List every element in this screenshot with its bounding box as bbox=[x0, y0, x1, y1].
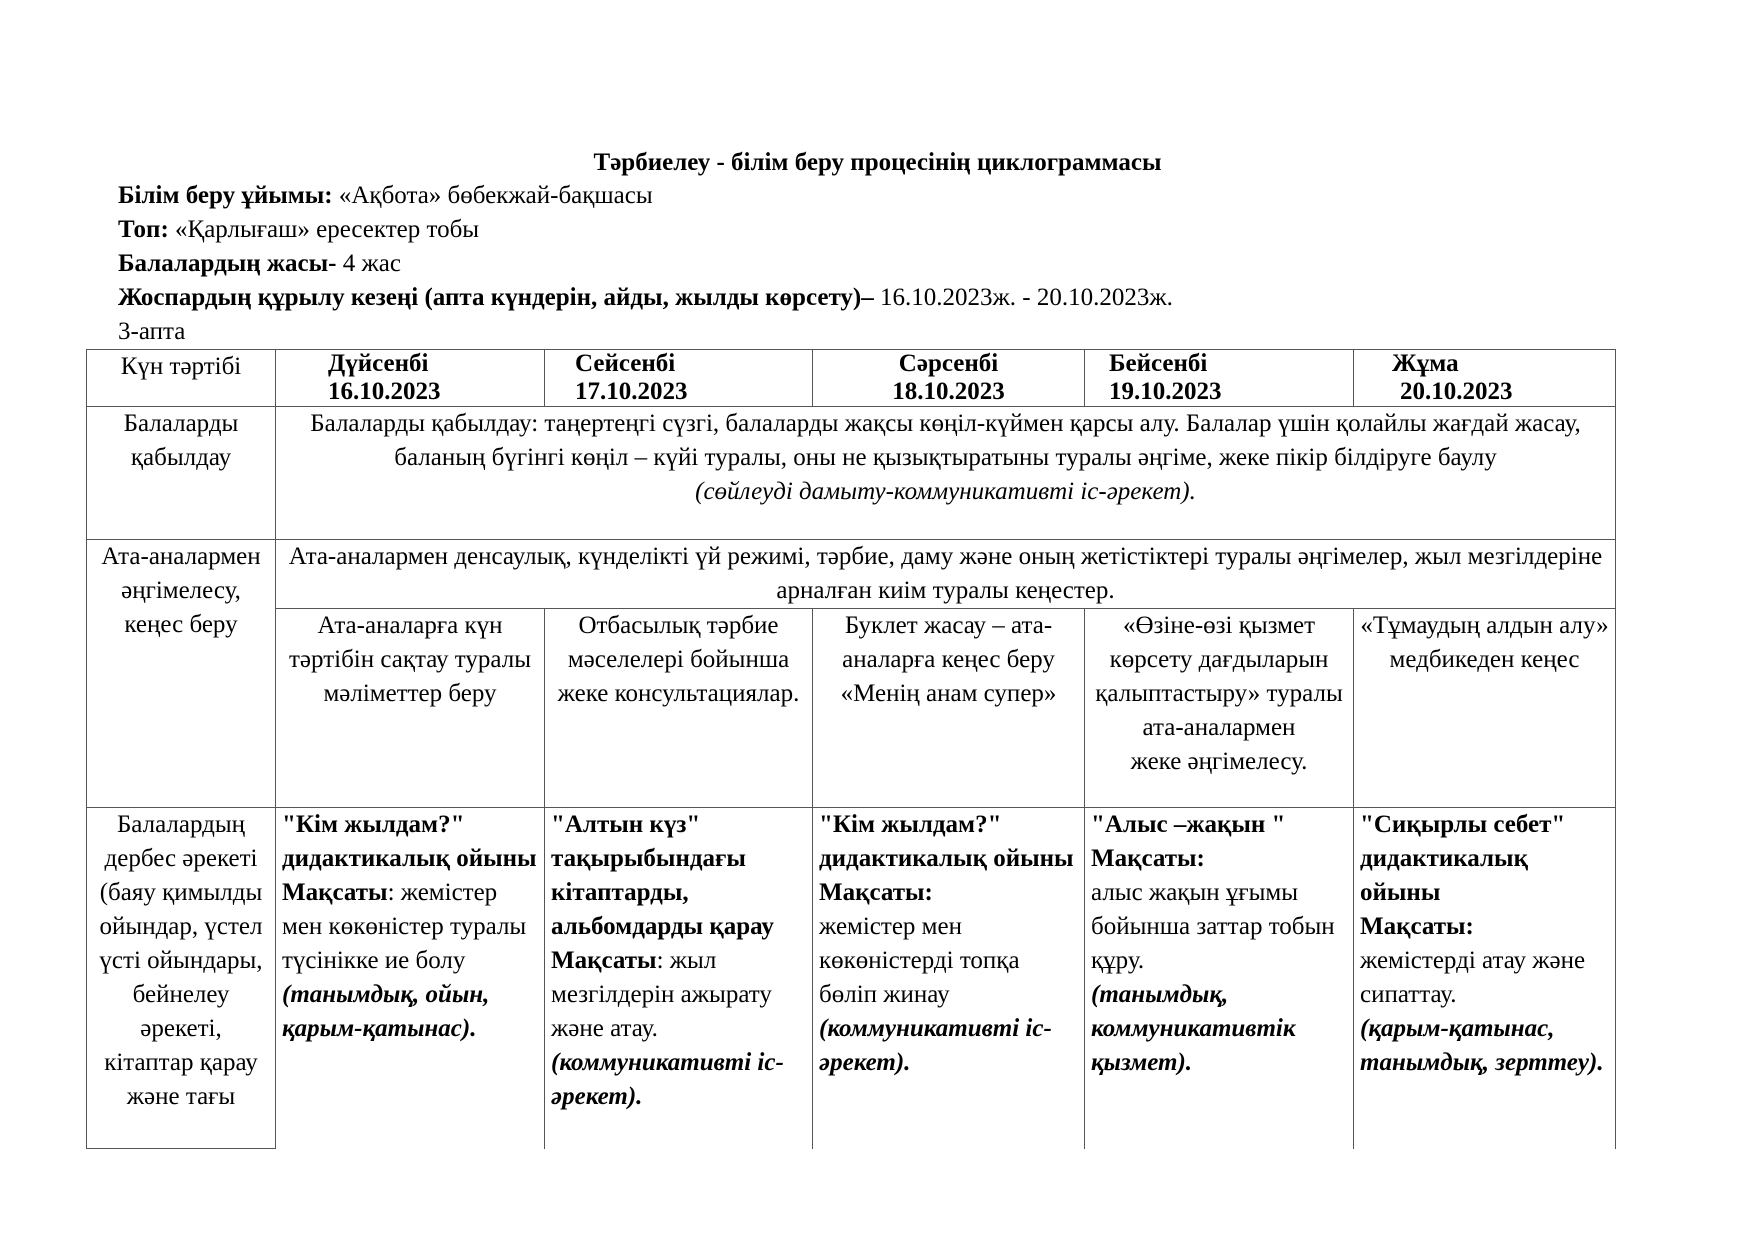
activity-tags: (қарым-қатынас, танымдық, зерттеу). bbox=[1360, 1015, 1604, 1076]
org-label: Білім беру ұйымы: bbox=[118, 182, 333, 209]
activity-title: "Алыс –жақын " bbox=[1091, 811, 1286, 838]
activity-label: Балалардың дербес әрекеті (баяу қимылды ойындар, үстел үсті ойындары, бейнелеу әрекеті, кітаптар қарау және тағы bbox=[87, 808, 276, 1149]
goal-label: Мақсаты: bbox=[1091, 845, 1205, 872]
header-schedule: Күн тәртібі bbox=[87, 350, 276, 407]
reception-note: (сөйлеуді дамыту-коммуникативті іс-әрекет). bbox=[695, 478, 1196, 505]
activity-tags: (танымдық, коммуникативтік қызмет). bbox=[1091, 981, 1296, 1076]
goal-text: жемістерді атау және сипаттау. bbox=[1360, 947, 1586, 1008]
day-name: Сәрсенбі bbox=[898, 350, 999, 377]
goal-text: алыс жақын ұғымы бойынша заттар тобын құру. bbox=[1091, 879, 1335, 974]
parents-cell-monday: Ата-аналарға күн тәртібін сақтау туралы мәліметтер беру bbox=[276, 609, 545, 808]
document-title: Тәрбиелеу - білім беру процесінің циклограммасы bbox=[593, 149, 1162, 176]
parents-cell-friday: «Тұмаудың алдын алу» медбикеден кеңес bbox=[1354, 609, 1616, 808]
header-day-tuesday bbox=[545, 350, 813, 407]
header-day-monday bbox=[276, 350, 545, 407]
age-line bbox=[118, 249, 401, 279]
reception-label: Балаларды қабылдау bbox=[87, 407, 276, 540]
parents-cell-thursday: «Өзіне-өзі қызмет көрсету дағдыларын қалыптастыру» туралы ата-аналармен жеке әңгімелесу. bbox=[1085, 609, 1354, 808]
org-value: «Ақбота» бөбекжай-бақшасы bbox=[332, 182, 653, 209]
day-date: 19.10.2023 bbox=[1109, 378, 1222, 405]
activity-row bbox=[87, 808, 1616, 1149]
group-label: Топ: bbox=[118, 216, 169, 243]
org-line bbox=[118, 181, 653, 211]
header-day-thursday bbox=[1085, 350, 1354, 407]
activity-cell-tuesday bbox=[545, 808, 813, 1149]
day-date: 16.10.2023 bbox=[328, 378, 441, 405]
header-row bbox=[87, 350, 1616, 407]
day-date: 17.10.2023 bbox=[575, 378, 688, 405]
cyclogram-table bbox=[86, 349, 1616, 1149]
activity-tags: (танымдық, ойын, қарым-қатынас). bbox=[282, 981, 490, 1042]
day-name: Жұма bbox=[1392, 350, 1459, 377]
activity-cell-thursday bbox=[1085, 808, 1354, 1149]
day-date: 18.10.2023 bbox=[892, 378, 1005, 405]
activity-title: "Сиқырлы себет" дидактикалық ойыны bbox=[1360, 811, 1566, 906]
reception-text: Балаларды қабылдау: таңертеңгі сүзгі, балаларды жақсы көңіл-күймен қарсы алу. Балалар үшін қолайлы жағдай жасау, баланың бүгінгі көңіл – күйі туралы, оны не қызықтыратыны туралы әңгіме, жеке пікір білдіруге баулу bbox=[310, 410, 1581, 471]
parents-days-row bbox=[87, 609, 1616, 808]
reception-cell bbox=[276, 407, 1616, 540]
group-value: «Қарлығаш» ересектер тобы bbox=[168, 216, 480, 243]
activity-cell-friday bbox=[1354, 808, 1616, 1149]
period-value: 16.10.2023ж. - 20.10.2023ж. bbox=[873, 284, 1173, 311]
goal-label: Мақсаты bbox=[551, 947, 657, 974]
reception-row bbox=[87, 407, 1616, 540]
group-line bbox=[118, 215, 479, 245]
goal-label: Мақсаты bbox=[282, 879, 388, 906]
activity-cell-monday bbox=[276, 808, 545, 1149]
activity-cell-wednesday bbox=[813, 808, 1085, 1149]
goal-text: : жыл мезгілдерін ажырату және атау. bbox=[551, 947, 772, 1042]
parents-cell-tuesday: Отбасылық тәрбие мәселелері бойынша жеке консультациялар. bbox=[545, 609, 813, 808]
header-day-friday bbox=[1354, 350, 1616, 407]
activity-title: "Кім жылдам?" дидактикалық ойыны bbox=[819, 811, 1074, 872]
activity-tags: (коммуникативті іс-әрекет). bbox=[819, 1015, 1052, 1076]
goal-label: Мақсаты: bbox=[819, 879, 933, 906]
activity-title: "Алтын күз" тақырыбындағы кітаптарды, альбомдарды қарау bbox=[551, 811, 774, 940]
activity-tags: (коммуникативті іс-әрекет). bbox=[551, 1049, 784, 1110]
day-name: Дүйсенбі bbox=[328, 350, 429, 377]
header-day-wednesday bbox=[813, 350, 1085, 407]
day-date: 20.10.2023 bbox=[1400, 378, 1513, 405]
goal-text: жемістер мен көкөністерді топқа бөліп жинау bbox=[819, 913, 1020, 1008]
parents-cell-wednesday: Буклет жасау – ата-аналарға кеңес беру «Менің анам супер» bbox=[813, 609, 1085, 808]
parents-label: Ата-аналармен әңгімелесу, кеңес беру bbox=[87, 540, 276, 808]
day-name: Бейсенбі bbox=[1109, 350, 1208, 377]
activity-title: "Кім жылдам?" дидактикалық ойыны bbox=[282, 811, 537, 872]
week-label: 3-апта bbox=[118, 318, 186, 345]
parents-common: Ата-аналармен денсаулық, күнделікті үй режимі, тәрбие, даму және оның жетістіктері туралы әңгімелер, жыл мезгілдеріне арналған киім туралы кеңестер. bbox=[276, 540, 1616, 609]
goal-text: : жемістер мен көкөністер туралы түсінікке ие болу bbox=[282, 879, 527, 974]
age-value: 4 жас bbox=[336, 250, 401, 277]
parents-common-row bbox=[87, 540, 1616, 609]
age-label: Балалардың жасы- bbox=[118, 250, 337, 277]
period-line bbox=[118, 283, 1173, 313]
day-name: Сейсенбі bbox=[575, 350, 676, 377]
goal-label: Мақсаты: bbox=[1360, 913, 1474, 940]
period-label: Жоспардың құрылу кезеңі (апта күндерін, айды, жылды көрсету)– bbox=[118, 284, 874, 311]
